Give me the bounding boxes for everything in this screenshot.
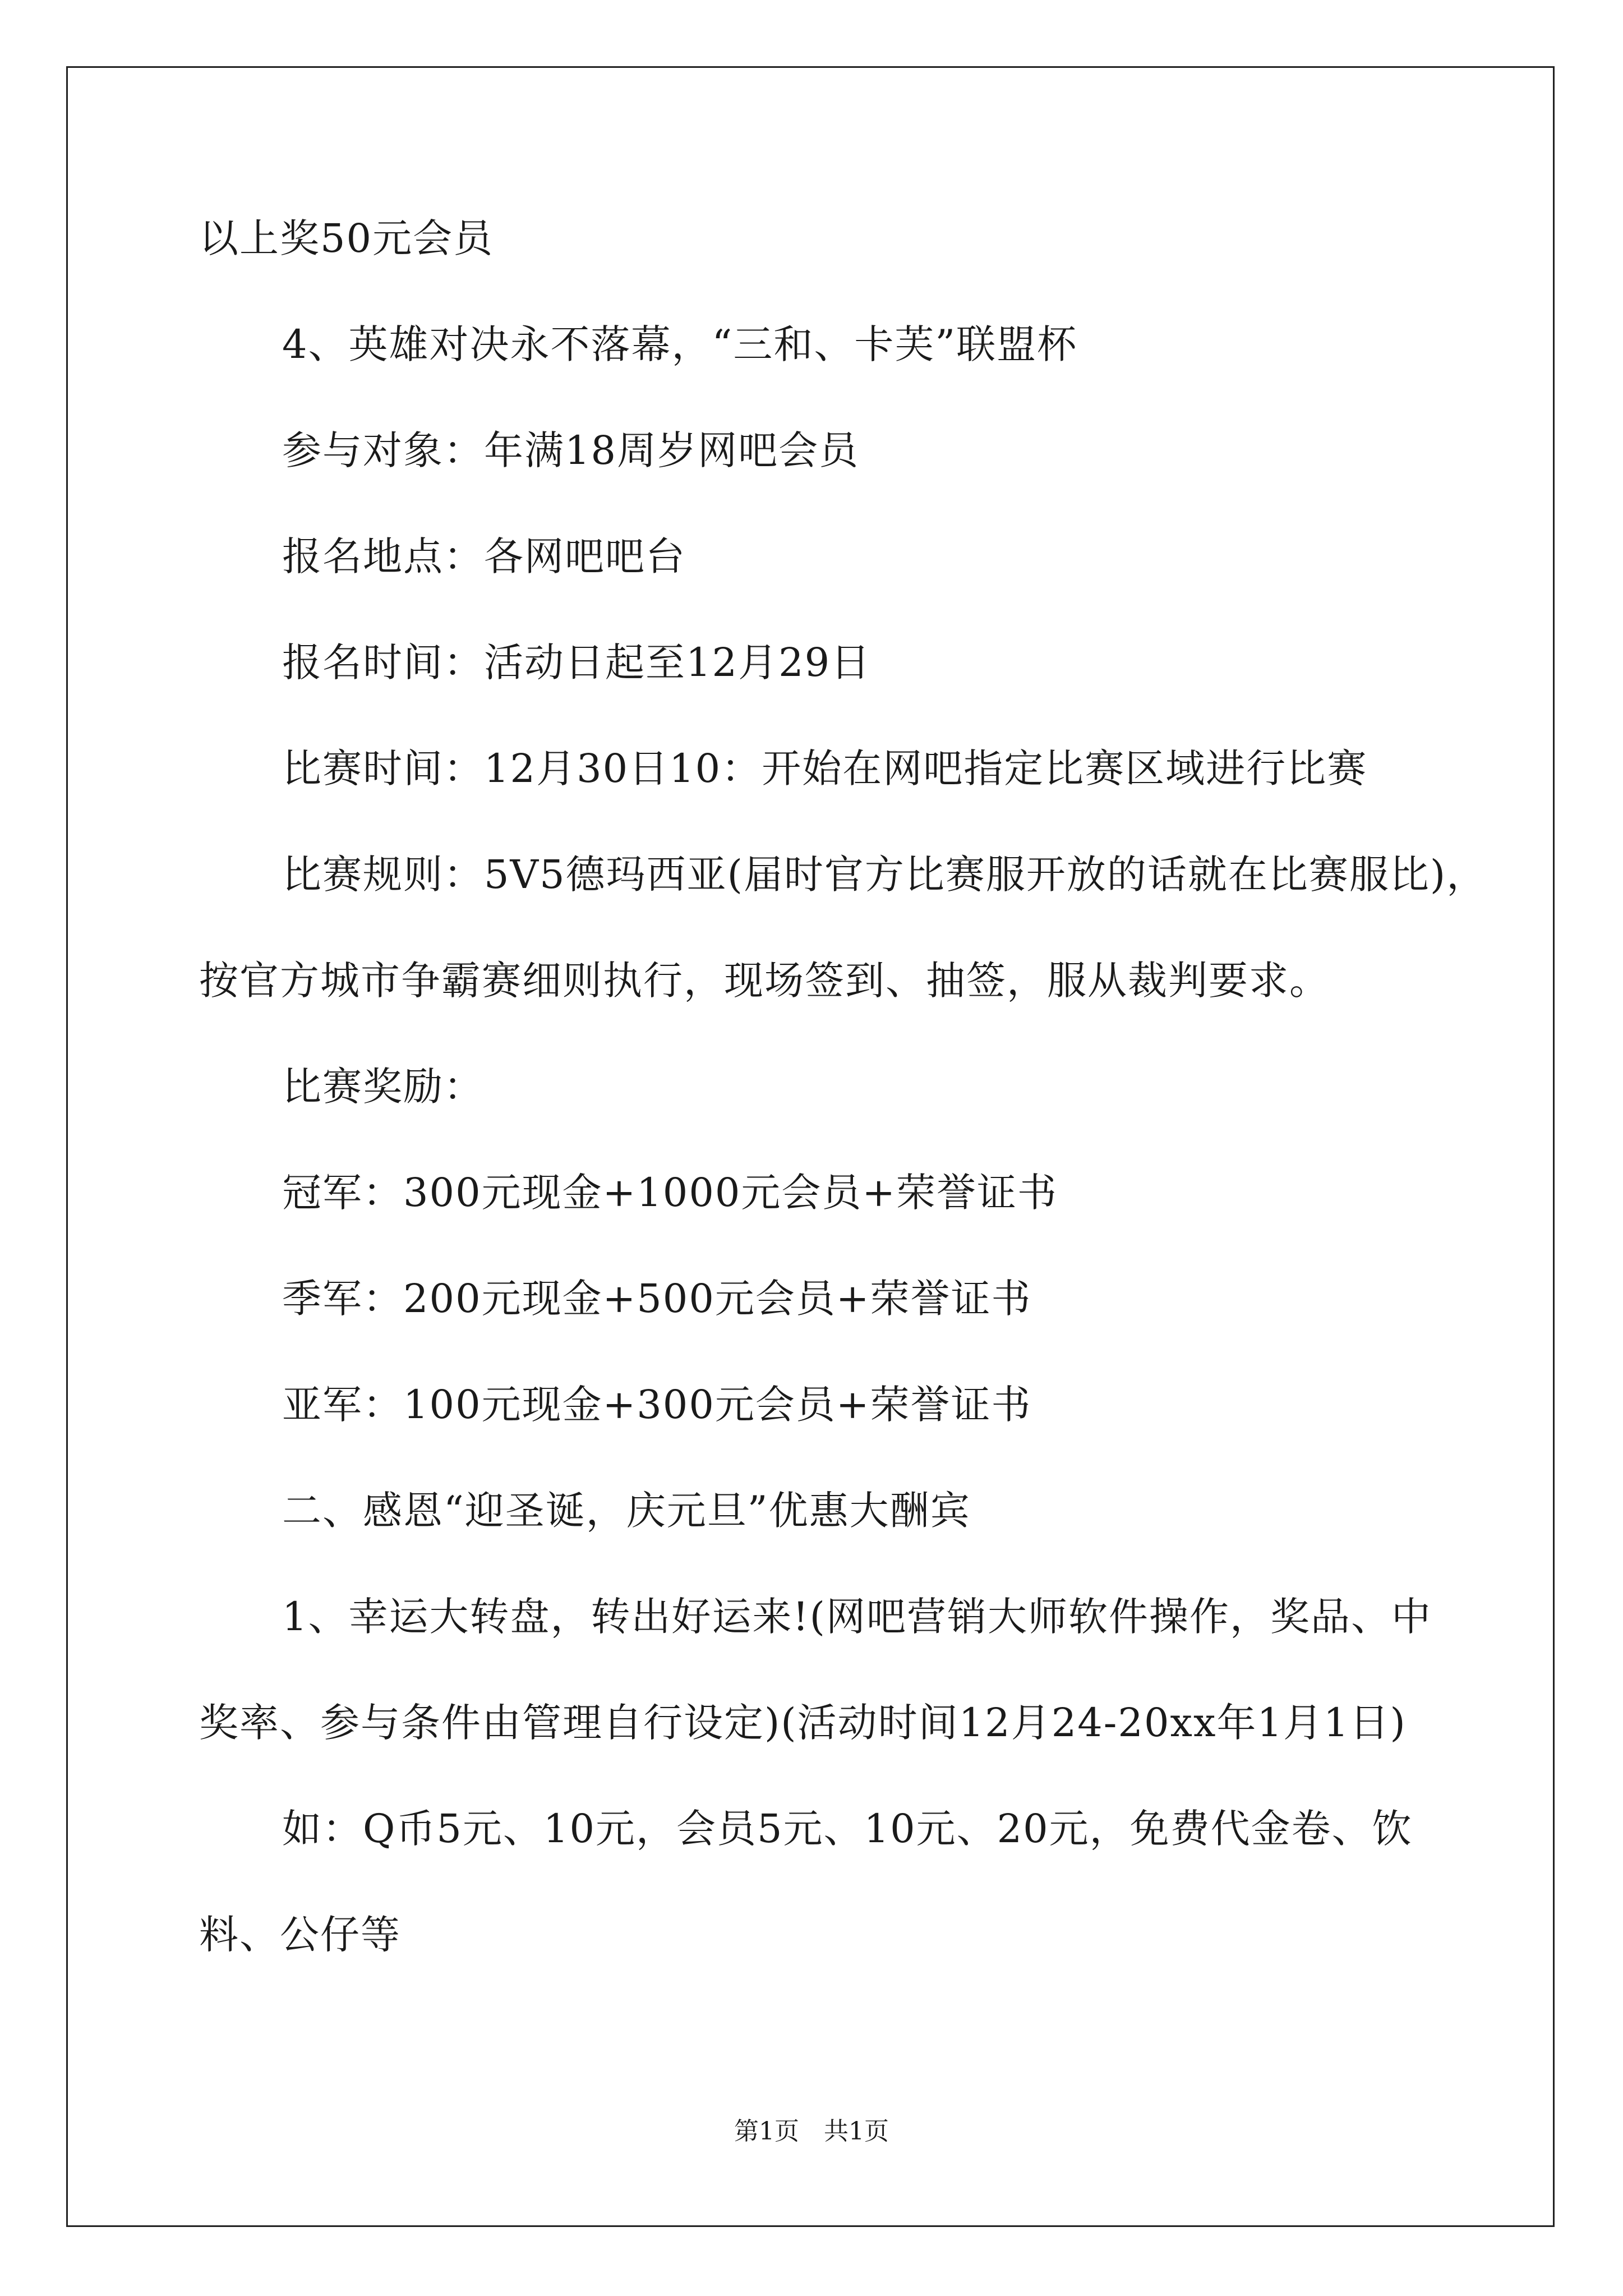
text-line-6: 比赛时间：12月30日10：开始在网吧指定比赛区域进行比赛	[282, 746, 1368, 792]
text-line-15: 奖率、参与条件由管理自行设定)(活动时间12月24-20xx年1月1日)	[199, 1700, 1407, 1746]
page-number: 第1页	[734, 2117, 799, 2146]
text-line-4: 报名地点：各网吧吧台	[282, 533, 686, 579]
text-line-1: 以上奖50元会员	[199, 215, 494, 261]
text-line-14: 1、幸运大转盘，转出好运来!(网吧营销大师软件操作，奖品、中	[282, 1594, 1432, 1640]
page-border	[66, 66, 1555, 2227]
page-footer	[0, 2115, 1623, 2148]
text-line-11: 季军：200元现金+500元会员+荣誉证书	[282, 1276, 1032, 1322]
text-line-7: 比赛规则：5V5德玛西亚(届时官方比赛服开放的话就在比赛服比)，	[282, 852, 1487, 898]
text-line-8: 按官方城市争霸赛细则执行，现场签到、抽签，服从裁判要求。	[199, 958, 1330, 1004]
text-line-3: 参与对象：年满18周岁网吧会员	[282, 427, 860, 473]
text-line-10: 冠军：300元现金+1000元会员+荣誉证书	[282, 1170, 1058, 1216]
text-line-16: 如：Q币5元、10元，会员5元、10元、20元，免费代金卷、饮	[282, 1806, 1413, 1852]
text-line-9: 比赛奖励：	[282, 1064, 484, 1110]
page-total: 共1页	[824, 2117, 889, 2146]
text-line-5: 报名时间：活动日起至12月29日	[282, 639, 872, 685]
text-line-13: 二、感恩“迎圣诞，庆元旦”优惠大酬宾	[282, 1488, 971, 1534]
text-line-2: 4、英雄对决永不落幕，“三和、卡芙”联盟杯	[282, 321, 1078, 367]
text-line-12: 亚军：100元现金+300元会员+荣誉证书	[282, 1382, 1032, 1428]
text-line-17: 料、公仔等	[199, 1912, 401, 1958]
